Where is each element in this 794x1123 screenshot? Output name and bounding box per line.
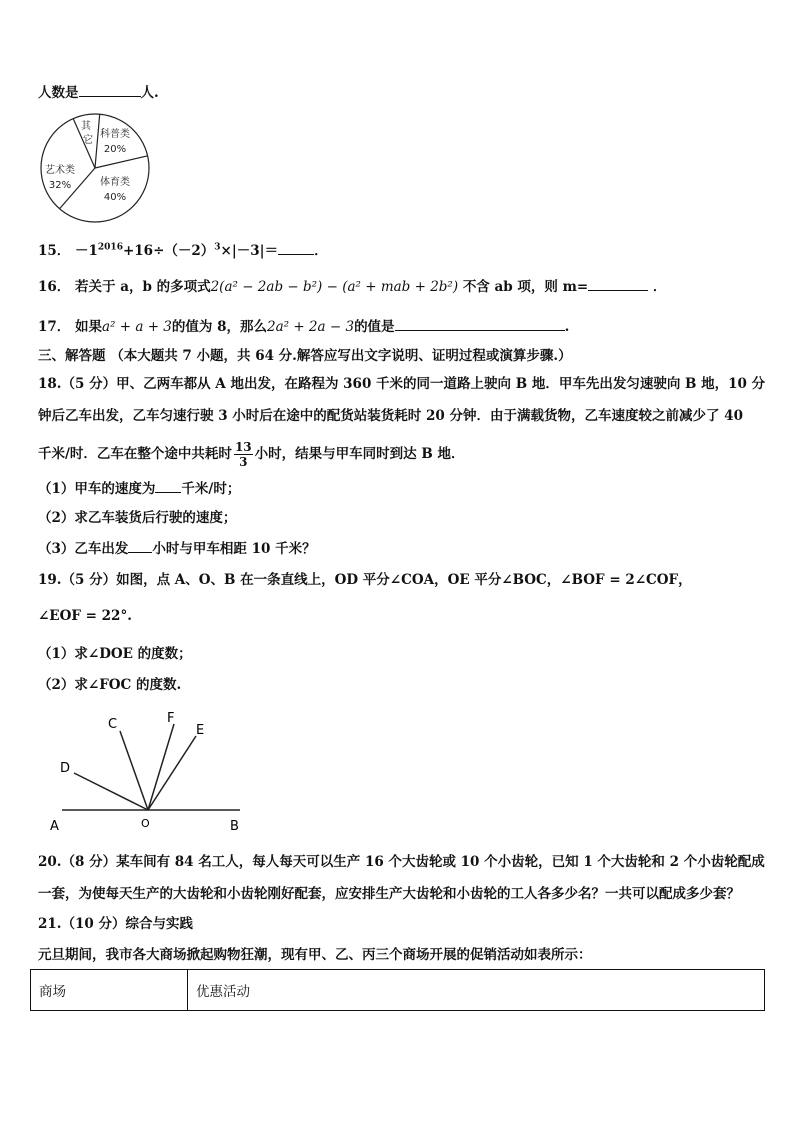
q19-sub-2: （2）求∠FOC 的度数. (38, 677, 182, 693)
pie-chart (36, 112, 156, 224)
q16-text-b: 不含 ab 项，则 m= (462, 279, 589, 295)
pie-label-other-top: 其 (81, 121, 91, 132)
q15-number: 15． (38, 243, 71, 259)
header-cell-mall: 商场 (31, 970, 188, 1011)
fraction-denominator: 3 (239, 455, 248, 469)
q17-text-b: 的值为 8，那么 (171, 319, 267, 335)
label-f: F (167, 711, 175, 726)
q18-fraction (234, 440, 253, 469)
question-17 (38, 316, 569, 337)
pie-percent-1: 40% (103, 192, 127, 203)
pie-label-2: 艺术类 (45, 165, 75, 176)
q18-line-2: 钟后乙车出发，乙车匀速行驶 3 小时后在途中的配货站装货耗时 20 分钟．由于满载货物，乙车速度较之前减少了 40 (38, 408, 743, 424)
q17-end: . (564, 319, 570, 335)
angle-figure (40, 706, 255, 836)
label-d: D (60, 761, 71, 776)
q20-line-2: 一套，为使每天生产的大齿轮和小齿轮刚好配套，应安排生产大齿轮和小齿轮的工人各多少名？一共可以配成多少套？ (38, 886, 740, 902)
q15-blank[interactable] (278, 240, 314, 255)
q18-sub-3-start: （3）乙车出发 (38, 541, 129, 557)
q18-sub-3 (38, 538, 316, 559)
pie-percent-2: 32% (48, 180, 72, 191)
q16-blank[interactable] (588, 276, 648, 291)
promotion-table (30, 969, 765, 1011)
q17-expression-2: 2a² + 2a − 3 (266, 319, 355, 335)
ray-oe (148, 736, 196, 810)
q15-end: ． (314, 243, 328, 259)
label-o: O (141, 817, 150, 830)
people-count-text: 人数是 (38, 85, 79, 101)
q18-line-3-end: 小时，结果与甲车同时到达 B 地． (254, 446, 465, 462)
pie-percent-0: 20% (103, 144, 127, 155)
q17-text-c: 的值是 (354, 319, 395, 335)
q17-expression-1: a² + a + 3 (102, 319, 172, 335)
q16-end: ． (652, 279, 667, 295)
q18-line-3-start: 千米/时．乙车在整个途中共耗时 (38, 446, 232, 462)
label-c: C (108, 717, 118, 732)
label-b: B (230, 819, 239, 834)
q16-expression: 2(a² − 2ab − b²) − (a² + mab + 2b²) (210, 279, 459, 295)
pie-label-0: 科普类 (100, 129, 130, 140)
q17-blank[interactable] (395, 316, 565, 331)
pie-label-1: 体育类 (100, 177, 130, 188)
ray-of (148, 724, 174, 810)
q18-blank-3[interactable] (128, 538, 152, 553)
header-cell-promotion: 优惠活动 (188, 970, 765, 1011)
q19-line-2: ∠EOF = 22°. (38, 608, 132, 624)
label-a: A (50, 819, 59, 834)
q18-blank-1[interactable] (155, 478, 181, 493)
q17-number: 17． (38, 319, 71, 335)
q15-exponent: 2016 (97, 242, 123, 253)
section-3-heading: 三、解答题 （本大题共 7 小题，共 64 分.解答应写出文字说明、证明过程或演算步骤.） (38, 348, 572, 364)
question-15 (38, 240, 328, 261)
fraction-numerator: 13 (234, 440, 252, 454)
q18-sub-1-end: 千米/时； (181, 481, 241, 497)
q18-sub-1-start: （1）甲车的速度为 (38, 481, 156, 497)
answer-blank[interactable] (79, 82, 141, 97)
q18-line-1: 18.（5 分）甲、乙两车都从 A 地出发，在路程为 360 千米的同一道路上驶向 B 地．甲车先出发匀速驶向 B 地，10 分 (38, 376, 766, 392)
q15-part-c: ×|－3|＝ (220, 243, 279, 259)
q19-line-1: 19.（5 分）如图，点 A、O、B 在一条直线上，OD 平分∠COA，OE 平分∠BOC，∠BOF = 2∠COF， (38, 572, 692, 588)
q19-sub-1: （1）求∠DOE 的度数； (38, 646, 192, 662)
q21-title: 21.（10 分）综合与实践 (38, 916, 193, 932)
q16-number: 16． (38, 279, 71, 295)
q18-sub-2: （2）求乙车装货后行驶的速度； (38, 510, 237, 526)
q15-part-a: －1 (75, 243, 98, 259)
q15-exponent-2: 3 (214, 242, 221, 253)
pie-divider-1 (95, 156, 148, 168)
q21-intro: 元旦期间，我市各大商场掀起购物狂潮，现有甲、乙、丙三个商场开展的促销活动如表所示： (38, 947, 592, 963)
table-header-row (31, 970, 765, 1011)
q16-text-a: 若关于 a，b 的多项式 (75, 279, 211, 295)
label-e: E (196, 723, 205, 738)
people-unit: 人. (140, 85, 159, 101)
q18-sub-3-end: 小时与甲车相距 10 千米？ (152, 541, 316, 557)
pie-divider-0 (95, 114, 100, 168)
q17-text-a: 如果 (75, 319, 102, 335)
answer-line-people (38, 82, 159, 103)
pie-label-other-bottom: 它 (83, 135, 93, 146)
q15-part-b: +16÷（－2） (122, 243, 215, 259)
q18-sub-1 (38, 478, 240, 499)
q20-line-1: 20.（8 分）某车间有 84 名工人，每人每天可以生产 16 个大齿轮或 10 个小齿轮，已知 1 个大齿轮和 2 个小齿轮配成 (38, 854, 765, 870)
q18-line-3 (38, 440, 464, 469)
question-16 (38, 276, 666, 297)
